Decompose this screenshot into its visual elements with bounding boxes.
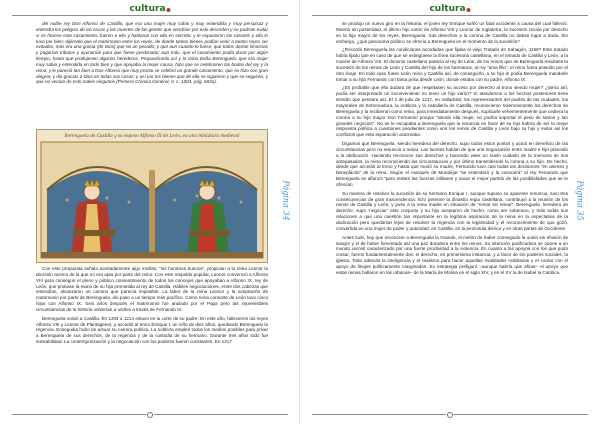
top-rule [312,15,588,16]
article-paragraph: ¿Es probable que ella dudara de que respetasen su acceso por derecho al trono siendo mujer? ¿Sería así; podía ser interpretado un inconveniente no tener un hijo varón? Si atendemos a los hechos posteriores tiene sentido que pensara así. El 2 de julio de 1217, en Valladolid, los representantes del pueblo de las ciudades, los mayorales de Extremadura, la nobleza y la caballería de Castilla, reconocieron solemnemente los derechos de Berenguela y la recibieron como reina, para inmediatamente después, suplicarle vehementemente que cediera la corona a su hijo mayor Don Fernando porque “siendo ella mujer, no podría soportar el peso de tantos y tan grandes negocios”. No se le escapaba a Berenguela que la renuncia en favor de su hijo habría de ser la mejor respuesta política a cuestiones pendientes como unir los reinos de Castilla y León bajo su hijo y evitar así los conflictos que esta separación acarreaba. [336,85,568,138]
article-paragraph: Berenguela volvió a Castilla. En 1204 a 1214 estuvo en la corte de su padre. En este año, fallecieron los reyes Alfonso VIII y Leonor de Plantagenet, y accedió al trono Enrique I, un niño de diez años, quedando Berenguela la regencia. Ensegudia hubo de actuar su carrera política. La nobleza empleó todos los medios posibles para privar a Berenguela de sus derechos, de la regencia y de la custodia de su hermano. Durante tres años todo fue inestabilidad. La contemporización y la negociación con los poderes fueron constantes. En 1217 [36,315,268,345]
illustration-caption: Berenguela de Castilla y su esposo Alfonso IX de León, en una miniatura medieval [64,133,240,138]
miniature-drawing [37,130,267,262]
right-page [300,0,600,424]
logo-dot-icon [467,8,471,12]
logo-dot-icon [167,8,171,12]
article-paragraph: del noble rey Don Alfonso de Castilla, que era una mujer muy sabia y muy entendida y muy perspicaz y entendía los peligros de las cosas y las muertes de las gentes que vendrían por este desorden y se podrían evitar si se hiciese este casamiento, fueron a ella y hablaron con ella en secreto; y le expusieron las razones y ella lo tuvo por bien; dijéronle que el matrimonio entre los reyes, de donde tantos bienes podían venir a tantos reyes ser evitados, más era una gracia (de Dios) que no un pecado; y que aun cuando lo fuese, que todos darían limosnas y pagarían tributos y ayunarían para que fuese perdonado; aun más, que el casamiento podía durar por algún tiempo, hasta que produjesen algunos herederos. Propusiéronlo así y la reina Doña Berenguela, que era mujer muy sabia y entendida en todo bien y que apoyaba la mejor causa, hizo que se celebrasen las bodas del rey y la reina; y le pareció tan bien a Don Alfonso que muy pronto se celebró un grande casamiento, que se hizo con gran alegría; y dio gracias a Dios en todas sus cosas; y así por los bienes que de ello se siguieron y que se seguirán, y que no venían de esto males ningunos (Primera Crónica General, II, c. 1004, pág. 683a). [36,21,268,85]
top-article-text [36,21,268,88]
article-paragraph: Con este propuesta señala acertadamente algo insólito, “los hombres buenos”, propician a la reina Leonor la decisión acerca de la que no era apta por parte del reino. Con este respaldo popular, Leonor convenció a Alfonso VIII para conseguir el pleno y público consentimiento de todos los concejos que apoyaban a Alfonso IX, rey de León, que probase la mano de su hija prometida al rey de Castilla. Hábiles negociaciones, entre dos cabezas que entendían, alcanzaron un camino que parecía imposible. La labor de la reina Leonor y la aceptación de matrimonio por parte de Berenguela, dio paso a un tiempo más pacífico. Como reina consorte de León tuvo cinco hijos con Alfonso IX. Seis años después el matrimonio fue anulado por el Papa pero las imprevisibles circunstancias de la historia volverían a unirles a través de Fernando III. [36,266,268,312]
logo-text: cultura [129,4,166,14]
page-bottom-ornament-icon [146,411,154,419]
article-paragraph: ¿Recordó Berenguela las condiciones acordadas que fijaba el viejo Tratado de Sahagún, 1158? Este tratado había fijado que en caso de que se extinguiese la línea sucesoria castellana, en el reinado de Castilla y León, a la muerte de Alfonso VIII. El dominio castellano pasaría al rey de León, de los reinos que de Berenguela resultase la sucesión de los reinos de León y Castilla del hijo de los hermanos, al rey “ama fillo”, el reino fuera poseído por el otro linaje. En todo caso fuese León reino y Castilla así, de conseguirlo, a su hijo le podía Berenguela mandarle tomar a su hijo Fernando con tanta prisa desde León, donde estaba con su padre, Alfonso IX. [336,47,568,82]
top-rule [12,15,288,16]
page-number-left [279,170,293,230]
page-bottom-ornament-icon [446,411,454,419]
page-number-label: Página 34 [281,179,291,221]
article-paragraph: se produjo un nuevo giro en la historia, el joven rey Enrique sufrió un fatal accidente a causa del cual falleció. Muerto sin posteridad, el último hijo varón de Alfonso VIII y Leonor de Inglaterra, la sucesión recaía por derecho en la hija mayor de los reyes, Berenguela. Sus derechos a la corona de Castilla no daban lugar a duda. Sin embargo, ¿qué panorama político se ofrecía a Berenguela en el momento de la sucesión? [336,21,568,44]
article-paragraph: Su manera de resolver la sucesión de su hermano Enrique I, aunque supuso su aparente renuncia, tuvo tres consecuencias de gran trascendencia: hizo perenne la dinastía regia castellana, contribuyó a la reunión de los reinos de Castilla y León, y puso a la reina madre en situación de “reinar sin reinar”. Berenguela, heredera de derecho, supo ‘negociar’ este conjunto y su hijo aceptaron de hecho, como ser soberano, y más todas sus relaciones a que una cuestión tan importante en la legítima aspiración de la reina en la expectativa de la abdicación pero quedarían lejos de resolver la regencia con la legitimidad y el reconocimiento de que gozó, convertida en una mujer de poder y autoridad, en Castilla, en la península ibérica y en otras partes de Occidente. [336,190,568,231]
page-number-label: Página 35 [575,179,585,221]
bottom-article-text [36,266,268,348]
cultura-logo [426,4,473,15]
logo-text: cultura [429,4,466,14]
medieval-miniature-illustration [36,129,268,263]
cultura-logo [126,4,173,15]
article-text [336,21,568,279]
article-paragraph: Antes todo, hay que reconocer a Berenguela la Grande, el mérito de haber conseguido la unión sin efusión de sangre y el de haber fomentado así una paz duradera entre los reinos. Su intención pacificadora se opone a un mundo varonil caracterizado por una fuerte proclividad a la violencia. En cuanto a los apoyos con los que pudo contar, fueron fundamentalmente dos: el derecho, en primerísima instancia, y a favor de los poderes sociales, la iglesia. Todo además la inteligencia y el realismo para hacer aquellas rivalidades nobiliarias y el contar con el apoyo de linajes políticamente marginados. Su estrategia prefiguró –aunque habría que afinar– el apoyo que estas reinas hallaron en las urbanas– de la María de Molina en el siglo XIV, y en el XV la de Isabel la Católica. [336,234,568,275]
article-paragraph: Digamos que Berenguela, siendo heredera del derecho, supo todos estos puntos y actuó en beneficio de las circunstancias pero no renunció a reinar. Las fuentes hablan de que una negociación entre madre e hijo precedió a la abdicación. Haciendo reconocer sus derechos y haciendo valer un suelo cuidado de la memoria de sus antepasados, la reina reconociendo las circunstancias y por último transmitiendo la corona a su hijo. De hecho, desde que accedió al trono y hasta que murió su madre, Fernando tuvo casi todas las decisiones “en asenso y beneplácito” de la reina. Según el marqués de Mondéjar “se entenderá y la conocerá” al rey Fernando que Berenguela se afianzó “para resistir las fuerzas militares y sacar el mejor partido de las posibilidades que se le ofrecían. [336,141,568,187]
page-number-right [573,170,587,230]
